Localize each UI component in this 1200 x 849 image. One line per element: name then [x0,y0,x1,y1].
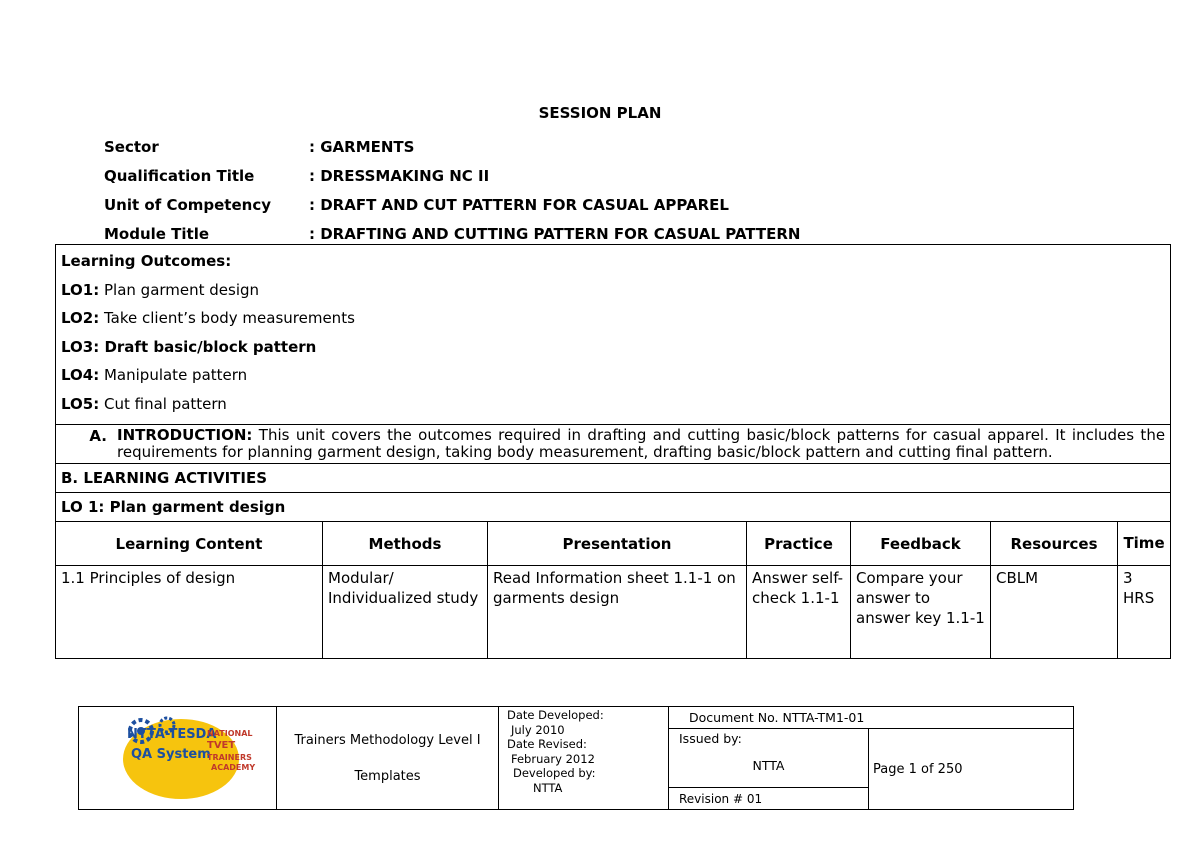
cell-feedback: Compare your answer to answer key 1.1-1 [851,566,991,659]
lo-item [61,390,1165,419]
meta-value: : GARMENTS [309,137,415,156]
cell-content: 1.1 Principles of design [56,566,323,659]
col-header: Learning Content [56,522,323,566]
cell-resources: CBLM [991,566,1118,659]
session-plan-table [55,244,1171,659]
lo-code: LO3: [61,337,100,356]
ntta-logo [79,707,275,809]
date-developed: July 2010 [511,722,565,737]
course-subtitle: Templates [354,769,421,784]
date-developed-label: Date Developed: [507,708,604,722]
page-title: SESSION PLAN [538,104,662,122]
meta-label: Module Title [104,224,210,243]
meta-label: Sector [104,137,159,156]
logo-cell [79,707,277,810]
lo-code: LO2: [61,309,100,327]
col-header: Time [1118,522,1171,566]
meta-value: : DRAFT AND CUT PATTERN FOR CASUAL APPAREL [309,195,729,214]
course-cell [277,707,499,810]
meta-unit [104,190,800,219]
lo-text: Manipulate pattern [99,366,248,384]
logo-line2: QA System [131,747,211,762]
dates-cell [499,707,669,810]
introduction-cell [56,425,1171,464]
meta-value: : DRESSMAKING NC II [309,166,490,185]
meta-value: : DRAFTING AND CUTTING PATTERN FOR CASUAL PATTERN [309,224,801,243]
logo-tag: TVET [207,740,236,751]
document-number: Document No. NTTA-TM1-01 [669,707,1074,729]
logo-tag: ACADEMY [211,763,256,772]
intro-text: This unit covers the outcomes required in drafting and cutting basic/block patterns for casual apparel. It includes the requirements for planning garment design, taking body measurement, drafting basic/block pattern and cutting final pattern. [117,426,1166,461]
lo-text: Cut final pattern [99,394,227,413]
lo-item [61,276,1165,305]
meta-qualification [104,161,800,190]
lo-text: Take client’s body measurements [99,309,355,327]
lo-item [61,361,1165,390]
page-number: Page 1 of 250 [869,729,1074,810]
col-header: Methods [323,522,488,566]
issued-by: NTTA [752,758,785,773]
col-header: Presentation [488,522,747,566]
revision-number: Revision # 01 [669,788,869,810]
lo-code: LO5: [61,394,100,413]
issued-by-label: Issued by: [679,731,742,746]
issued-by-cell [669,729,869,788]
cell-time: 3 HRS [1118,566,1171,659]
cell-methods: Modular/ Individualized study [323,566,488,659]
meta-label: Unit of Competency [104,195,271,214]
developed-by: NTTA [533,780,563,795]
lo-code: LO4: [61,366,100,384]
intro-marker: A. [89,427,107,445]
lo-text: Draft basic/block pattern [99,337,317,356]
lo-item [61,304,1165,333]
meta-sector [104,132,800,161]
lo-text: Plan garment design [99,280,260,299]
logo-tag: TRAINERS [207,753,252,762]
lo-code: LO1: [61,280,100,299]
table-row [56,566,1171,659]
learning-activities-heading: B. LEARNING ACTIVITIES [56,464,1171,493]
developed-by-label: Developed by: [513,766,596,780]
date-revised-label: Date Revised: [507,737,587,751]
intro-label: INTRODUCTION: [117,426,253,444]
document-footer [78,706,1074,810]
col-header: Practice [747,522,851,566]
lo-item [61,333,1165,362]
learning-outcomes-heading: Learning Outcomes: [61,252,232,270]
learning-outcomes-cell [56,245,1171,425]
activities-header-row [56,522,1171,566]
meta-label: Qualification Title [104,166,255,185]
cell-presentation: Read Information sheet 1.1-1 on garments design [488,566,747,659]
logo-line1: NTTA-TESDA [127,727,217,742]
lo1-heading: LO 1: Plan garment design [56,493,1171,522]
intro-paragraph [117,427,1165,461]
cell-practice: Answer self-check 1.1-1 [747,566,851,659]
col-header: Resources [991,522,1118,566]
logo-tag: NATIONAL [207,729,253,738]
col-header: Feedback [851,522,991,566]
plan-meta [104,132,800,248]
course-title: Trainers Methodology Level I [294,733,481,748]
date-revised: February 2012 [511,751,595,766]
